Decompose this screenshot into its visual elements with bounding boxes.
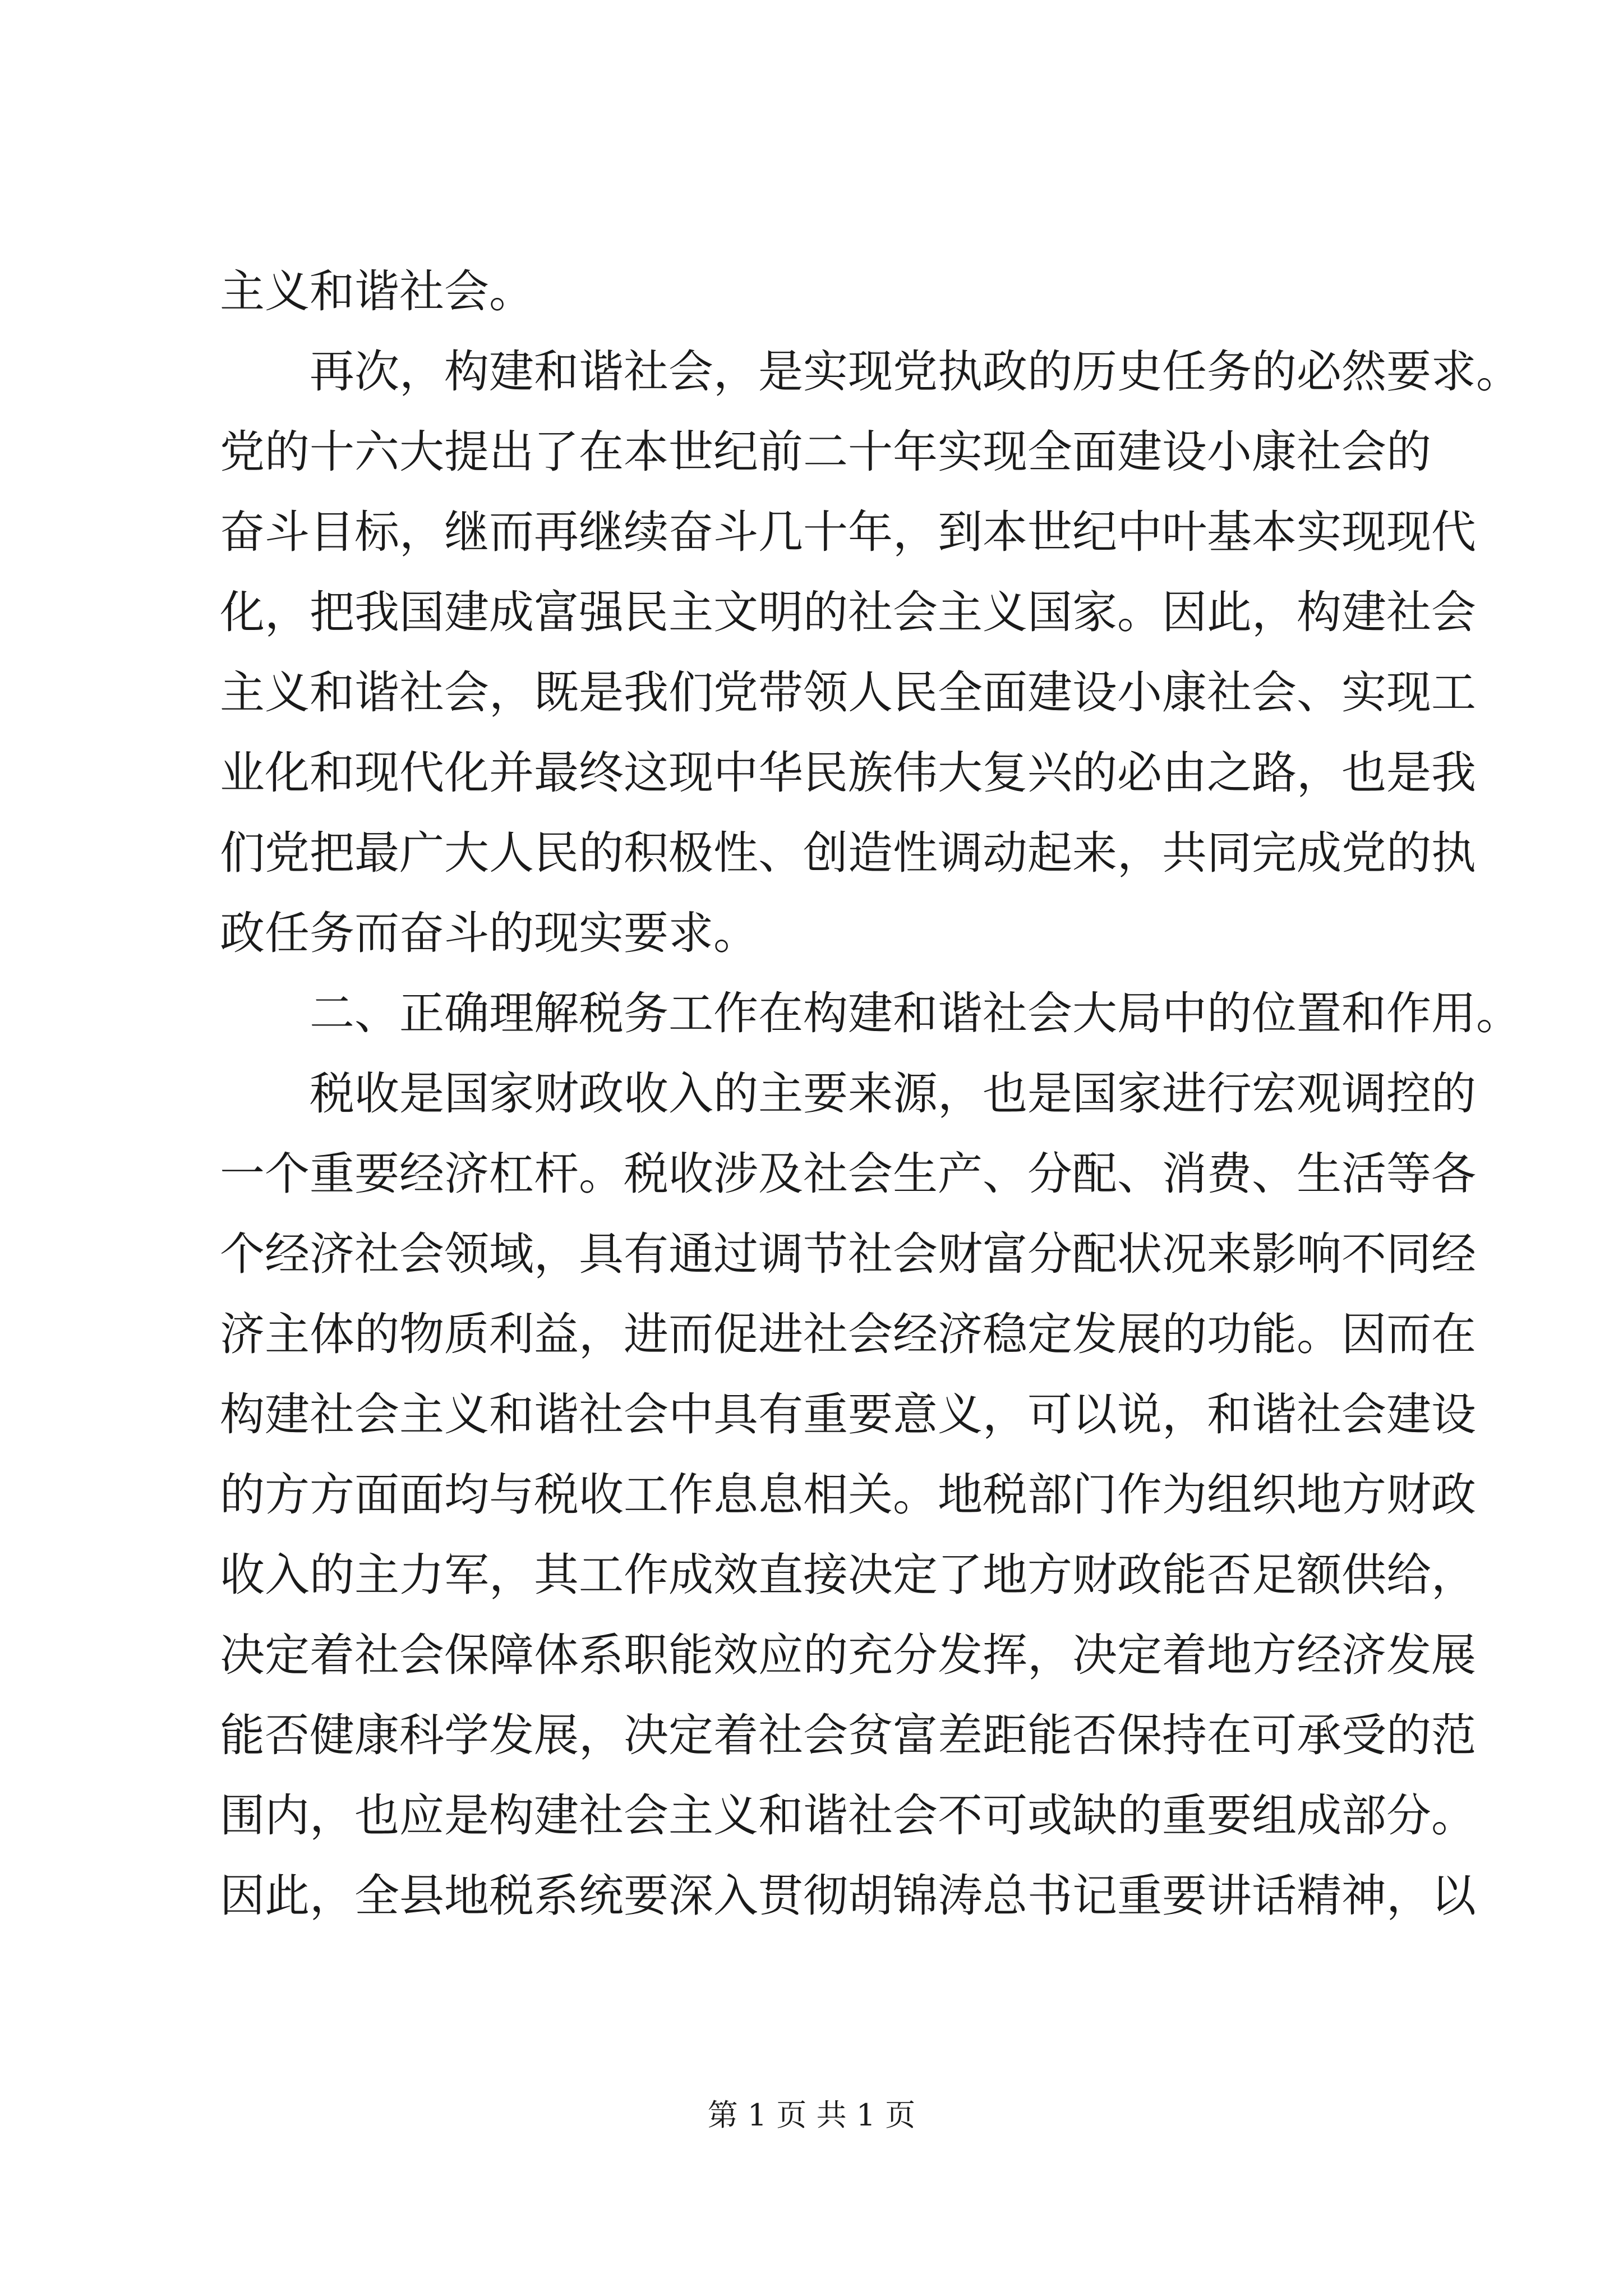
text-line: 奋斗目标，继而再继续奋斗几十年，到本世纪中叶基本实现现代 — [220, 506, 1476, 558]
text-line: 决定着社会保障体系职能效应的充分发挥，决定着地方经济发展 — [220, 1629, 1476, 1681]
text-line: 的方方面面均与税收工作息息相关。地税部门作为组织地方财政 — [220, 1469, 1476, 1521]
text-line: 主义和谐社会，既是我们党带领人民全面建设小康社会、实现工 — [220, 666, 1476, 719]
text-line: 政任务而奋斗的现实要求。 — [220, 907, 758, 959]
text-line: 们党把最广大人民的积极性、创造性调动起来，共同完成党的执 — [220, 827, 1476, 879]
text-line: 围内，也应是构建社会主义和谐社会不可或缺的重要组成部分。 — [220, 1789, 1476, 1842]
text-line: 能否健康科学发展，决定着社会贫富差距能否保持在可承受的范 — [220, 1709, 1476, 1761]
page-footer — [0, 2096, 1623, 2135]
text-line: 税收是国家财政收入的主要来源，也是国家进行宏观调控的 — [310, 1068, 1476, 1120]
text-line: 济主体的物质利益，进而促进社会经济稳定发展的功能。因而在 — [220, 1308, 1476, 1360]
text-line: 再次，构建和谐社会，是实现党执政的历史任务的必然要求。 — [310, 346, 1521, 398]
text-line: 党的十六大提出了在本世纪前二十年实现全面建设小康社会的 — [220, 426, 1431, 478]
text-line: 主义和谐社会。 — [220, 265, 534, 318]
section-heading: 二、正确理解税务工作在构建和谐社会大局中的位置和作用。 — [310, 987, 1521, 1039]
text-line: 构建社会主义和谐社会中具有重要意义，可以说，和谐社会建设 — [220, 1388, 1476, 1441]
text-line: 业化和现代化并最终这现中华民族伟大复兴的必由之路，也是我 — [220, 747, 1476, 799]
text-line: 化，把我国建成富强民主文明的社会主义国家。因此，构建社会 — [220, 586, 1476, 638]
text-line: 因此，全县地税系统要深入贯彻胡锦涛总书记重要讲话精神，以 — [220, 1870, 1476, 1922]
text-line: 一个重要经济杠杆。税收涉及社会生产、分配、消费、生活等各 — [220, 1148, 1476, 1200]
page-number: 第 1 页 共 1 页 — [707, 2097, 916, 2133]
document-body — [220, 251, 1521, 1936]
text-line: 收入的主力军，其工作成效直接决定了地方财政能否足额供给， — [220, 1549, 1476, 1601]
text-line: 个经济社会领域，具有通过调节社会财富分配状况来影响不同经 — [220, 1228, 1476, 1280]
